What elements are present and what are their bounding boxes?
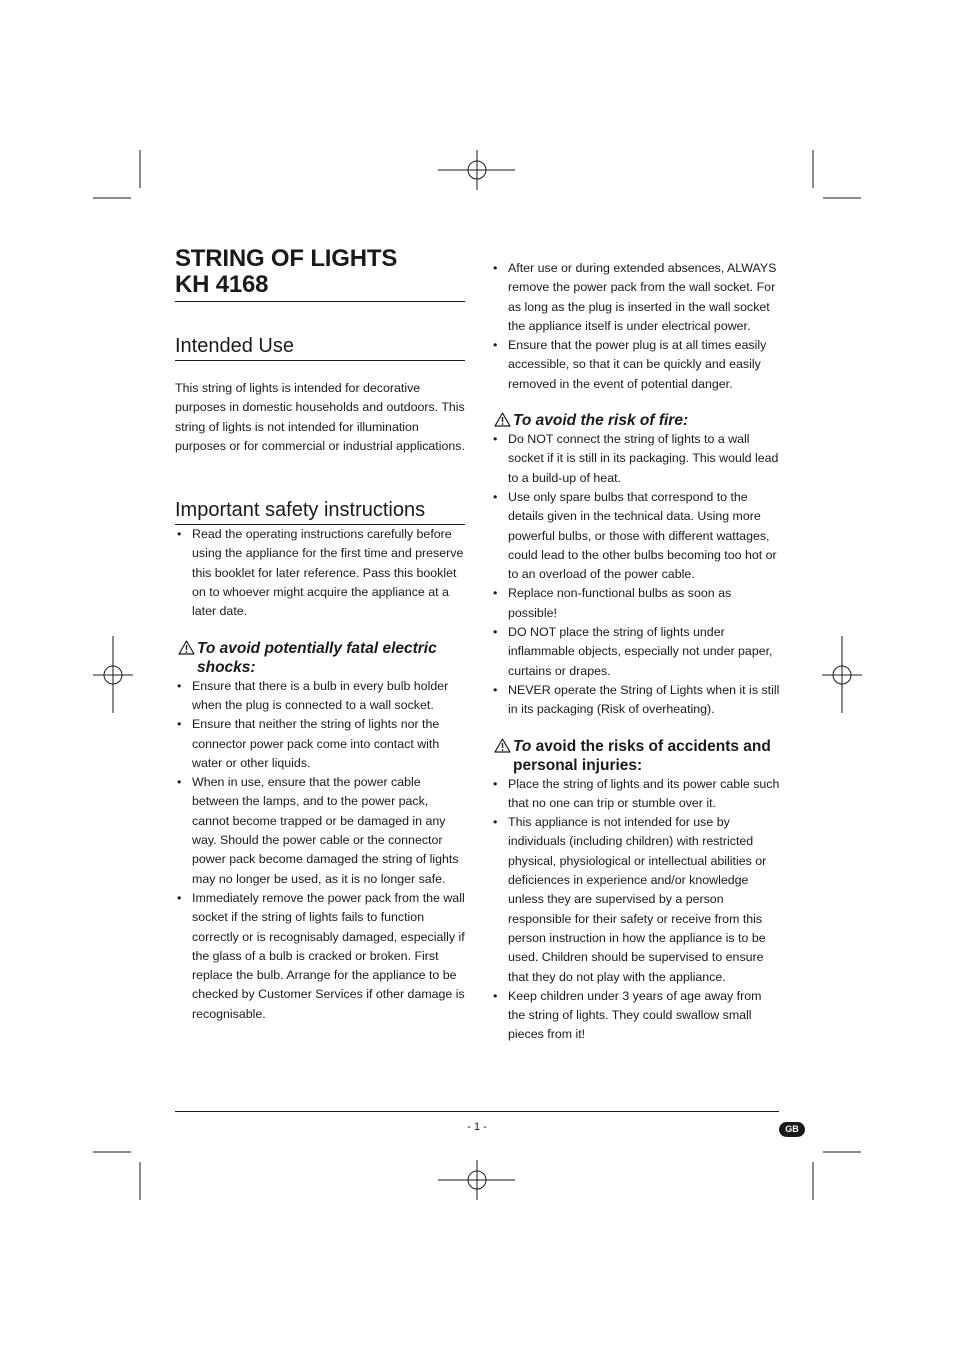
list-item: • Ensure that the power plug is at all times easily accessible, so that it can be quickly and easily removed in the event of potential danger. [491, 336, 781, 394]
list-item: • This appliance is not intended for use by individuals (including children) with restricted physical, physiological or intellectual abilities or deficiences in experience and/or knowledge unless they are supervised by a person responsible for their safety or receive from this person instruction in how the appliance is to be used. Children should be supervised to ensure that they do not play with the appliance. [491, 813, 781, 987]
page-number: - 1 - [467, 1121, 487, 1133]
electric-shock-list-continued [491, 259, 781, 394]
fire-risk-list [491, 430, 781, 719]
warning-triangle-icon [494, 412, 511, 427]
electric-shock-heading-text: To avoid potentially fatal electric shocks: [197, 639, 437, 676]
electric-shock-list [175, 677, 465, 1024]
fire-risk-heading [491, 411, 781, 430]
list-item: • Replace non-functional bulbs as soon as possible! [491, 584, 781, 623]
list-item: • Keep children under 3 years of age away from the string of lights. They could swallow small pieces from it! [491, 987, 781, 1045]
list-item: • NEVER operate the String of Lights when it is still in its packaging (Risk of overheating). [491, 681, 781, 720]
accidents-heading [491, 737, 781, 775]
intended-use-text: This string of lights is intended for decorative purposes in domestic households and outdoors. This string of lights is not intended for illumination purposes or for commercial or industrial applications. [175, 381, 465, 453]
warning-triangle-icon [178, 640, 195, 655]
language-badge: GB [779, 1122, 805, 1137]
list-item: • After use or during extended absences, ALWAYS remove the power pack from the wall socket. For as long as the plug is inserted in the wall socket the appliance itself is under electrical power. [491, 259, 781, 336]
accidents-list [491, 775, 781, 1045]
page-title [175, 246, 465, 302]
list-item: • Do NOT connect the string of lights to a wall socket if it is still in its packaging. This would lead to a build-up of heat. [491, 430, 781, 488]
safety-instructions-heading: Important safety instructions [175, 498, 465, 525]
list-item: • Ensure that there is a bulb in every bulb holder when the plug is connected to a wall socket. [175, 677, 465, 716]
list-item: • Read the operating instructions carefully before using the appliance for the first time and preserve this booklet for later reference. Pass this booklet on to whoever might acquire the appliance at a later date. [175, 525, 465, 621]
title-line-2: KH 4168 [175, 271, 269, 298]
fire-risk-heading-text: To avoid the risk of fire: [513, 412, 689, 430]
list-item: • Use only spare bulbs that correspond to the details given in the technical data. Using more powerful bulbs, or those with different wattages, could lead to the other bulbs becoming too hot or to an overload of the power cable. [491, 488, 781, 584]
list-item: • Immediately remove the power pack from the wall socket if the string of lights fails to function correctly or is recognisably damaged, especially if the glass of a bulb is cracked or broken. First replace the bulb. Arrange for the appliance to be checked by Customer Services if other damage is recognisable. [175, 889, 465, 1024]
electric-shock-heading [175, 639, 465, 677]
safety-intro-list [175, 525, 465, 621]
accidents-heading-italic: To [513, 737, 532, 755]
right-column [491, 259, 781, 1045]
list-item: • Place the string of lights and its power cable such that no one can trip or stumble over it. [491, 775, 781, 814]
warning-triangle-icon [494, 738, 511, 753]
list-item: • Ensure that neither the string of lights nor the connector power pack come into contact with water or other liquids. [175, 715, 465, 773]
left-column [175, 246, 465, 1024]
list-item: • When in use, ensure that the power cable between the lamps, and to the power pack, cannot become trapped or be damaged in any way. Should the power cable or the connector power pack become damaged the string of lights may no longer be used, as it is no longer safe. [175, 773, 465, 889]
title-line-1: STRING OF LIGHTS [175, 245, 398, 272]
list-item: • DO NOT place the string of lights under inflammable objects, especially not under paper, curtains or drapes. [491, 623, 781, 681]
accidents-heading-text: avoid the risks of accidents and personal injuries: [513, 737, 771, 774]
footer-divider [175, 1111, 779, 1112]
intended-use-heading: Intended Use [175, 334, 465, 361]
